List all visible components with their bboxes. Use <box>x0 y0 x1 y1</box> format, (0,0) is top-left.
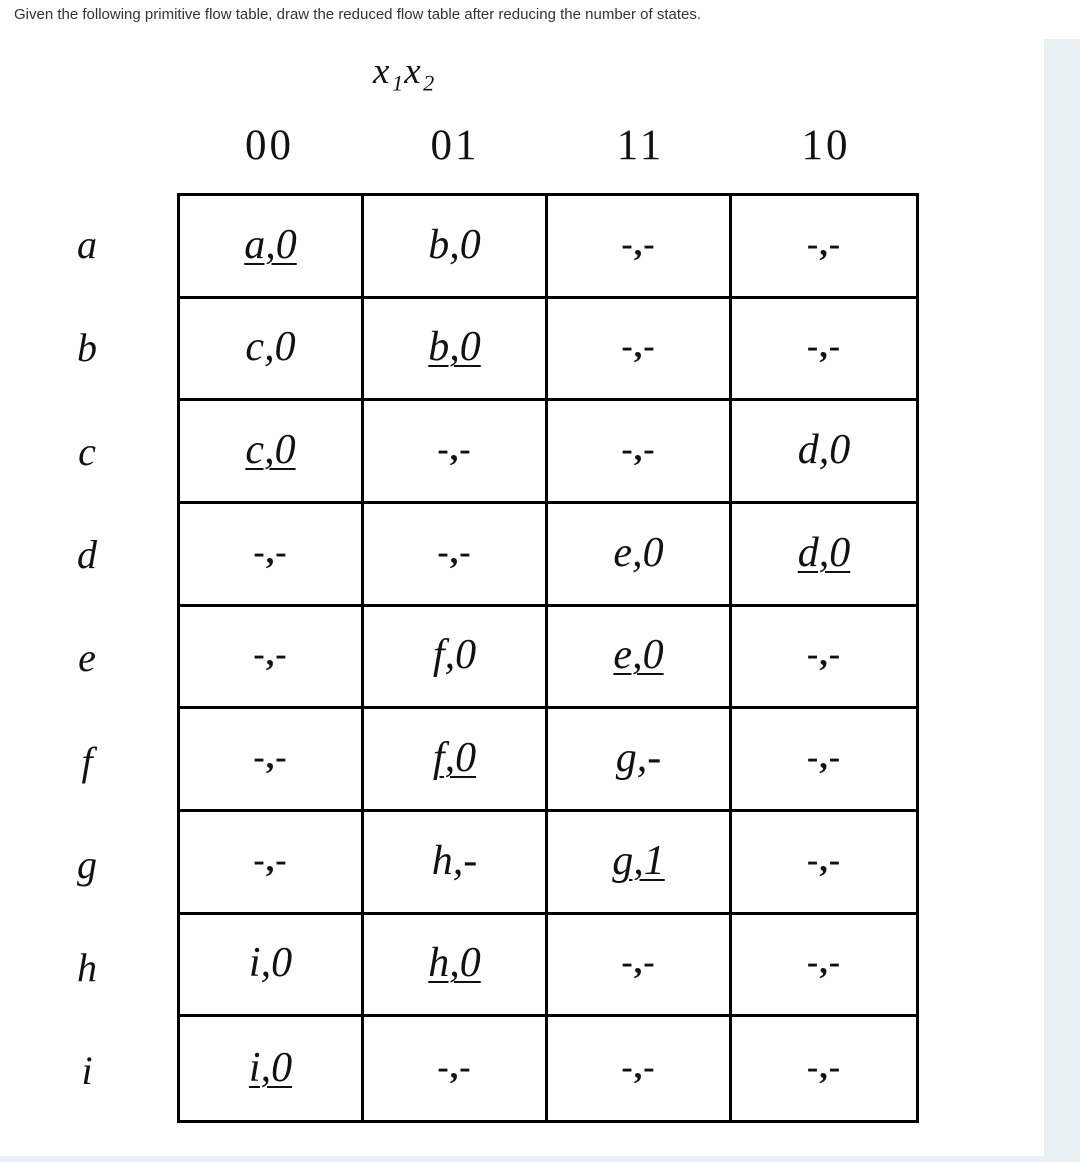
cell-value: -,- <box>621 328 656 366</box>
state-label: d <box>77 531 97 577</box>
cell-value: -,- <box>806 225 842 263</box>
cell-value: a,0 <box>244 221 297 268</box>
cell-value: b,0 <box>428 324 481 371</box>
state-label: c <box>78 428 96 474</box>
cell-value: g,- <box>615 735 662 782</box>
column-header: 11 <box>616 122 665 169</box>
table-cell <box>548 196 732 299</box>
cell-value: h,0 <box>428 940 481 987</box>
cell-value: -,- <box>806 944 842 982</box>
cell-value: -,- <box>806 636 842 674</box>
cell-value: i,0 <box>248 1044 293 1091</box>
state-label: i <box>81 1048 93 1094</box>
table-cell <box>364 607 548 710</box>
table-cell <box>180 812 364 915</box>
table-cell <box>180 504 364 607</box>
table-cell <box>548 299 732 402</box>
table-cell <box>732 504 916 607</box>
table-cell <box>548 401 732 504</box>
cell-value: -,- <box>437 431 472 469</box>
table-cell <box>732 196 916 299</box>
table-cell <box>732 915 916 1018</box>
cell-value: b,0 <box>428 221 481 268</box>
flow-table <box>177 193 919 1123</box>
table-cell <box>364 299 548 402</box>
table-cell <box>364 196 548 299</box>
cell-value: f,0 <box>432 632 477 679</box>
state-label: a <box>77 222 97 267</box>
cell-value: -,- <box>621 944 656 982</box>
table-cell <box>548 812 732 915</box>
table-cell <box>364 504 548 607</box>
page-side-strip <box>1045 39 1080 1156</box>
state-label: f <box>81 738 93 784</box>
cell-value: -,- <box>621 1048 656 1086</box>
cell-value: -,- <box>621 225 656 263</box>
cell-value: -,- <box>437 1048 472 1086</box>
table-cell <box>364 915 548 1018</box>
table-cell <box>180 1017 364 1120</box>
column-header: 01 <box>430 122 480 169</box>
input-variables-label: x₁x₂ <box>373 51 436 92</box>
table-cell <box>732 1017 916 1120</box>
state-label: b <box>77 325 97 371</box>
table-cell <box>548 709 732 812</box>
table-cell <box>548 915 732 1018</box>
table-cell <box>548 607 732 710</box>
cell-value: -,- <box>253 533 288 571</box>
table-cell <box>180 915 364 1018</box>
table-cell <box>180 607 364 710</box>
state-label: g <box>77 841 97 887</box>
cell-value: d,0 <box>797 529 851 576</box>
table-cell <box>548 1017 732 1120</box>
table-cell <box>732 812 916 915</box>
state-label: e <box>78 635 96 681</box>
table-cell <box>364 401 548 504</box>
state-label: h <box>77 945 97 991</box>
table-cell <box>364 812 548 915</box>
table-cell <box>732 607 916 710</box>
column-header: 10 <box>801 122 851 169</box>
cell-value: f,0 <box>432 735 477 782</box>
table-cell <box>180 196 364 299</box>
cell-value: -,- <box>437 533 472 571</box>
column-header: 00 <box>245 122 294 169</box>
cell-value: i,0 <box>248 940 293 987</box>
cell-value: c,0 <box>245 324 296 371</box>
cell-value: -,- <box>253 841 288 879</box>
page-bottom-edge <box>0 1156 1080 1162</box>
cell-value: -,- <box>253 636 288 674</box>
table-cell <box>732 401 916 504</box>
cell-value: d,0 <box>797 427 851 474</box>
table-cell <box>732 709 916 812</box>
cell-value: g,1 <box>612 837 665 884</box>
cell-value: -,- <box>253 739 288 777</box>
cell-value: -,- <box>806 328 842 366</box>
table-cell <box>548 504 732 607</box>
cell-value: -,- <box>621 431 656 469</box>
table-cell <box>364 1017 548 1120</box>
table-cell <box>180 299 364 402</box>
cell-value: e,0 <box>613 632 664 679</box>
cell-value: e,0 <box>613 529 664 576</box>
table-cell <box>180 709 364 812</box>
cell-value: -,- <box>806 841 842 879</box>
cell-value: -,- <box>806 1048 842 1086</box>
table-cell <box>364 709 548 812</box>
cell-value: -,- <box>806 739 842 777</box>
cell-value: c,0 <box>245 427 296 474</box>
table-cell <box>732 299 916 402</box>
cell-value: h,- <box>431 837 478 884</box>
question-text: Given the following primitive flow table, draw the reduced flow table after reducing the number of states. <box>14 6 702 23</box>
table-cell <box>180 401 364 504</box>
